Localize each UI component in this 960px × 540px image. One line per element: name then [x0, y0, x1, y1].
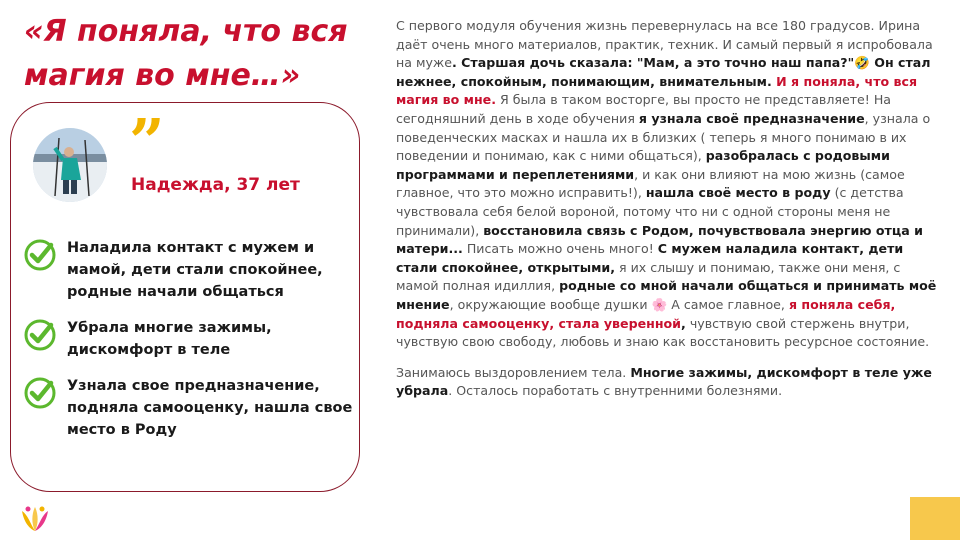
story-paragraph — [396, 17, 946, 352]
laughing-emoji-icon: 🤣 — [854, 55, 870, 71]
story-highlight: С мужем наладила контакт, дети стали спокойнее, открытыми, — [396, 241, 904, 275]
list-item — [23, 237, 353, 303]
story-text: , и как они влияют на мою жизнь (самое главное, что это можно исправить!), — [396, 166, 905, 201]
result-text: Убрала многие зажимы, дискомфорт в теле — [67, 320, 272, 358]
story-text: Я была в таком восторге, вы просто не представляете! На сегодняшний день в ходе обучения — [396, 92, 892, 126]
story-highlight: я узнала своё предназначение — [638, 110, 865, 126]
flower-emoji-icon: 🌸 — [651, 296, 668, 312]
testimonial-story — [396, 17, 946, 413]
story-highlight: . Старшая дочь сказала: "Мам, а это точно наш папа?" — [452, 55, 855, 71]
story-text: Писать можно очень много! — [462, 241, 658, 257]
results-list — [23, 237, 353, 455]
story-red-highlight: я поняла себя, подняла самооценку, стала уверенной — [396, 296, 896, 331]
story-text: . Осталось поработать с внутренними болезнями. — [448, 383, 783, 399]
avatar — [33, 128, 107, 202]
result-text: Узнала свое предназначение, подняла самооценку, нашла свое место в Роду — [67, 378, 353, 438]
page-title: «Я поняла, что вся магия во мне…» — [24, 14, 348, 93]
testimonial-card — [10, 102, 360, 492]
list-item — [23, 375, 353, 441]
story-text: С первого модуля обучения жизнь перевернулась на все 180 градусов. Ирина даёт очень много материалов, практик, техник. И самый первый я испробовала на муже — [396, 18, 933, 71]
brand-logo-icon — [18, 503, 52, 533]
story-text: , окружающие вообще душки — [449, 296, 652, 312]
story-highlight: Многие зажимы, дискомфорт в теле уже убрала — [396, 364, 932, 399]
list-item — [23, 317, 353, 361]
story-highlight: нашла своё место в роду — [645, 185, 831, 201]
story-text: А самое главное, — [667, 296, 789, 312]
story-highlight: Он стал нежнее, спокойным, понимающим, внимательным. — [396, 55, 931, 89]
story-text: я их слышу и понимаю, также они меня, с мамой полная идиллия, — [396, 259, 901, 294]
story-highlight: родные со мной начали общаться и принимать моё мнение — [396, 278, 937, 312]
story-highlight: разобралась с родовыми программами и переплетениями — [396, 148, 890, 182]
story-highlight: восстановила связь с Родом, почувствовала энергию отца и матери... — [396, 222, 923, 257]
result-text: Наладила контакт с мужем и мамой, дети стали спокойнее, родные начали общаться — [67, 240, 323, 300]
corner-accent — [910, 497, 960, 540]
story-red-highlight: И я поняла, что вся магия во мне. — [396, 73, 918, 108]
story-text: , узнала о поведенческих масках и нашла их в близких ( теперь я много понимаю в их поведении и понимаю, как с ними общаться), — [396, 110, 931, 164]
story-text: чувствую свой стержень внутри, чувствую свою свободу, любовь и знаю как восстановить ресурсное состояние. — [396, 315, 930, 350]
story-text: (с детства чувствовала себя белой вороной, потому что ни с одной стороны меня не принимали), — [396, 185, 904, 238]
check-circle-icon — [23, 376, 57, 410]
story-text: Занимаюсь выздоровлением тела. — [396, 364, 631, 380]
author-name: Надежда, 37 лет — [131, 175, 300, 195]
check-circle-icon — [23, 318, 57, 352]
story-paragraph — [396, 364, 946, 401]
check-circle-icon — [23, 238, 57, 272]
quote-mark-icon: ” — [129, 105, 165, 178]
story-highlight: , — [681, 315, 686, 331]
